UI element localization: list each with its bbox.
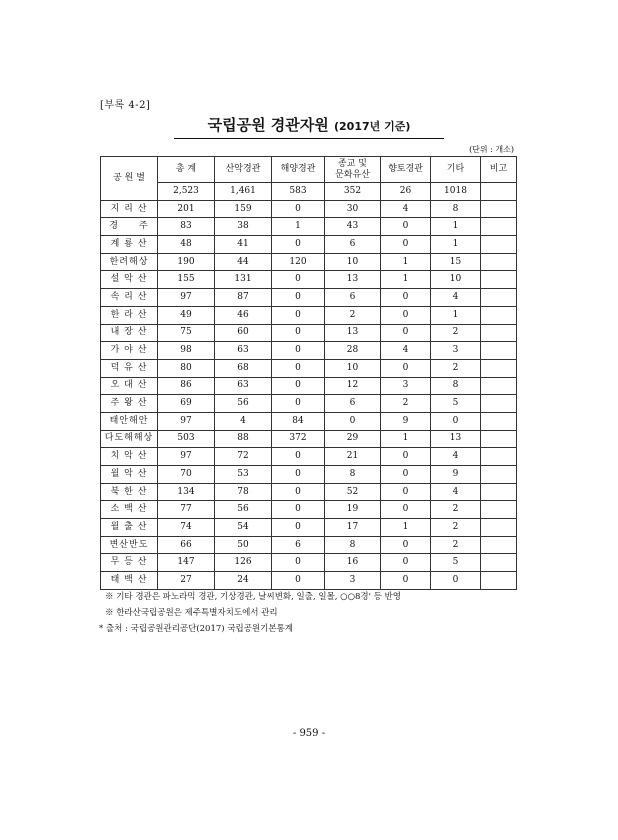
value-cell: 4 xyxy=(431,448,481,466)
value-cell: 1 xyxy=(431,236,481,254)
value-cell: 1 xyxy=(381,519,431,537)
value-cell: 60 xyxy=(215,324,272,342)
value-cell: 126 xyxy=(215,554,272,572)
note-other-landscape: ※ 기타 경관은 파노라믹 경관, 기상경관, 날씨변화, 일출, 일몰, ○○8경' 등 반영 xyxy=(105,592,402,602)
value-cell: 86 xyxy=(158,377,215,395)
value-cell: 49 xyxy=(158,306,215,324)
park-name-cell: 한려해상 xyxy=(101,253,158,271)
header-religion-line1: 종교 및 xyxy=(338,158,367,169)
value-cell: 0 xyxy=(381,483,431,501)
table-row xyxy=(101,448,517,466)
value-cell: 9 xyxy=(431,466,481,484)
value-cell: 2 xyxy=(431,536,481,554)
table-row xyxy=(101,253,517,271)
value-cell: 0 xyxy=(381,572,431,590)
value-cell: 3 xyxy=(431,342,481,360)
value-cell: 159 xyxy=(215,200,272,218)
header-mountain: 산악경관 xyxy=(215,157,272,183)
table-row xyxy=(101,359,517,377)
title-underline xyxy=(174,138,444,139)
value-cell: 98 xyxy=(158,342,215,360)
value-cell: 8 xyxy=(325,466,381,484)
value-cell: 0 xyxy=(381,466,431,484)
park-name-cell: 한 라 산 xyxy=(101,306,158,324)
value-cell: 74 xyxy=(158,519,215,537)
value-cell: 97 xyxy=(158,448,215,466)
park-name-cell: 계 룡 산 xyxy=(101,236,158,254)
table-row xyxy=(101,501,517,519)
value-cell: 0 xyxy=(272,466,325,484)
park-name-cell: 경 주 xyxy=(101,218,158,236)
value-cell xyxy=(481,466,517,484)
value-cell: 30 xyxy=(325,200,381,218)
value-cell: 70 xyxy=(158,466,215,484)
title-subtitle: (2017년 기준) xyxy=(334,120,411,133)
value-cell: 1 xyxy=(431,306,481,324)
header-local: 향토경관 xyxy=(381,157,431,183)
value-cell: 3 xyxy=(381,377,431,395)
park-name-cell: 덕 유 산 xyxy=(101,359,158,377)
table-row xyxy=(101,306,517,324)
value-cell: 1 xyxy=(381,253,431,271)
table-row xyxy=(101,430,517,448)
value-cell: 43 xyxy=(325,218,381,236)
header-marine: 해양경관 xyxy=(272,157,325,183)
value-cell: 0 xyxy=(381,554,431,572)
value-cell xyxy=(481,536,517,554)
value-cell: 13 xyxy=(325,271,381,289)
value-cell: 0 xyxy=(325,412,381,430)
value-cell: 1 xyxy=(272,218,325,236)
value-cell xyxy=(481,359,517,377)
value-cell: 8 xyxy=(431,377,481,395)
value-cell xyxy=(481,377,517,395)
park-name-cell: 치 악 산 xyxy=(101,448,158,466)
value-cell: 8 xyxy=(325,536,381,554)
table-row xyxy=(101,200,517,218)
park-name-cell: 다도해해상 xyxy=(101,430,158,448)
value-cell: 0 xyxy=(381,218,431,236)
park-name-cell: 변산반도 xyxy=(101,536,158,554)
value-cell xyxy=(481,289,517,307)
value-cell: 0 xyxy=(272,271,325,289)
value-cell: 2 xyxy=(381,395,431,413)
table-row xyxy=(101,324,517,342)
park-name-cell: 무 등 산 xyxy=(101,554,158,572)
value-cell: 4 xyxy=(381,342,431,360)
value-cell: 12 xyxy=(325,377,381,395)
value-cell: 1 xyxy=(431,218,481,236)
value-cell: 66 xyxy=(158,536,215,554)
value-cell: 53 xyxy=(215,466,272,484)
park-name-cell: 북 한 산 xyxy=(101,483,158,501)
value-cell: 69 xyxy=(158,395,215,413)
header-remarks: 비고 xyxy=(481,157,517,183)
value-cell: 4 xyxy=(381,200,431,218)
total-cell: 26 xyxy=(381,183,431,201)
value-cell xyxy=(481,412,517,430)
value-cell xyxy=(481,501,517,519)
value-cell: 0 xyxy=(272,572,325,590)
value-cell xyxy=(481,200,517,218)
value-cell: 77 xyxy=(158,501,215,519)
value-cell: 0 xyxy=(381,448,431,466)
value-cell xyxy=(481,324,517,342)
value-cell: 50 xyxy=(215,536,272,554)
value-cell: 72 xyxy=(215,448,272,466)
value-cell xyxy=(481,483,517,501)
title-main: 국립공원 경관자원 xyxy=(207,116,329,134)
table-row xyxy=(101,218,517,236)
value-cell: 503 xyxy=(158,430,215,448)
value-cell: 41 xyxy=(215,236,272,254)
value-cell: 2 xyxy=(325,306,381,324)
park-name-cell: 소 백 산 xyxy=(101,501,158,519)
table-row xyxy=(101,289,517,307)
value-cell: 0 xyxy=(272,554,325,572)
value-cell: 0 xyxy=(272,395,325,413)
value-cell: 78 xyxy=(215,483,272,501)
total-cell: 1018 xyxy=(431,183,481,201)
park-name-cell: 주 왕 산 xyxy=(101,395,158,413)
value-cell: 4 xyxy=(431,483,481,501)
value-cell: 0 xyxy=(272,448,325,466)
unit-label: (단위 : 개소) xyxy=(469,145,514,154)
value-cell: 0 xyxy=(431,572,481,590)
table-row xyxy=(101,554,517,572)
value-cell: 46 xyxy=(215,306,272,324)
value-cell: 0 xyxy=(381,359,431,377)
table-row xyxy=(101,271,517,289)
value-cell: 21 xyxy=(325,448,381,466)
park-name-cell: 속 리 산 xyxy=(101,289,158,307)
header-other: 기타 xyxy=(431,157,481,183)
value-cell: 29 xyxy=(325,430,381,448)
value-cell: 24 xyxy=(215,572,272,590)
value-cell: 3 xyxy=(325,572,381,590)
value-cell: 134 xyxy=(158,483,215,501)
value-cell: 28 xyxy=(325,342,381,360)
value-cell: 6 xyxy=(325,395,381,413)
value-cell: 80 xyxy=(158,359,215,377)
table-row xyxy=(101,519,517,537)
value-cell: 6 xyxy=(272,536,325,554)
table-row xyxy=(101,572,517,590)
value-cell xyxy=(481,430,517,448)
value-cell: 0 xyxy=(272,483,325,501)
value-cell: 2 xyxy=(431,501,481,519)
value-cell xyxy=(481,271,517,289)
value-cell: 2 xyxy=(431,519,481,537)
value-cell: 88 xyxy=(215,430,272,448)
value-cell xyxy=(481,253,517,271)
value-cell: 10 xyxy=(325,253,381,271)
value-cell: 97 xyxy=(158,412,215,430)
value-cell: 8 xyxy=(431,200,481,218)
value-cell: 54 xyxy=(215,519,272,537)
value-cell: 147 xyxy=(158,554,215,572)
value-cell: 6 xyxy=(325,236,381,254)
title-block xyxy=(174,114,444,135)
value-cell: 0 xyxy=(272,200,325,218)
value-cell xyxy=(481,218,517,236)
value-cell: 48 xyxy=(158,236,215,254)
value-cell: 190 xyxy=(158,253,215,271)
value-cell: 0 xyxy=(431,412,481,430)
total-cell: 352 xyxy=(325,183,381,201)
value-cell: 83 xyxy=(158,218,215,236)
table-row xyxy=(101,342,517,360)
value-cell: 4 xyxy=(431,289,481,307)
value-cell: 0 xyxy=(381,306,431,324)
value-cell: 0 xyxy=(381,236,431,254)
total-cell: 2,523 xyxy=(158,183,215,201)
value-cell: 16 xyxy=(325,554,381,572)
table-row xyxy=(101,483,517,501)
notes-block xyxy=(99,589,402,637)
value-cell: 0 xyxy=(272,377,325,395)
total-cell: 583 xyxy=(272,183,325,201)
table-row xyxy=(101,395,517,413)
value-cell: 2 xyxy=(431,324,481,342)
value-cell: 155 xyxy=(158,271,215,289)
value-cell: 63 xyxy=(215,377,272,395)
value-cell xyxy=(481,519,517,537)
value-cell xyxy=(481,342,517,360)
park-name-cell: 오 대 산 xyxy=(101,377,158,395)
source-note: * 출처 : 국립공원관리공단(2017) 국립공원기본통계 xyxy=(99,624,293,634)
total-cell: 1,461 xyxy=(215,183,272,201)
table-row xyxy=(101,236,517,254)
value-cell: 87 xyxy=(215,289,272,307)
park-name-cell: 설 악 산 xyxy=(101,271,158,289)
header-religion-culture xyxy=(325,157,381,183)
value-cell: 13 xyxy=(325,324,381,342)
value-cell: 1 xyxy=(381,430,431,448)
value-cell: 0 xyxy=(272,324,325,342)
park-name-cell: 월 악 산 xyxy=(101,466,158,484)
value-cell: 9 xyxy=(381,412,431,430)
value-cell: 0 xyxy=(272,236,325,254)
park-name-cell: 태안해안 xyxy=(101,412,158,430)
value-cell xyxy=(481,572,517,590)
note-hallasan: ※ 한라산국립공원은 제주특별자치도에서 관리 xyxy=(105,608,278,618)
value-cell: 38 xyxy=(215,218,272,236)
value-cell xyxy=(481,395,517,413)
park-name-cell: 태 백 산 xyxy=(101,572,158,590)
table-row xyxy=(101,466,517,484)
landscape-resource-table xyxy=(100,156,517,590)
value-cell: 4 xyxy=(215,412,272,430)
value-cell: 372 xyxy=(272,430,325,448)
value-cell: 201 xyxy=(158,200,215,218)
value-cell: 2 xyxy=(431,359,481,377)
park-name-cell: 내 장 산 xyxy=(101,324,158,342)
page-number: - 959 - xyxy=(292,728,326,739)
value-cell: 68 xyxy=(215,359,272,377)
value-cell: 13 xyxy=(431,430,481,448)
value-cell: 27 xyxy=(158,572,215,590)
value-cell: 1 xyxy=(381,271,431,289)
value-cell: 0 xyxy=(272,501,325,519)
value-cell: 56 xyxy=(215,395,272,413)
value-cell: 63 xyxy=(215,342,272,360)
value-cell xyxy=(481,236,517,254)
park-name-cell: 가 야 산 xyxy=(101,342,158,360)
value-cell xyxy=(481,554,517,572)
value-cell: 0 xyxy=(272,519,325,537)
value-cell: 44 xyxy=(215,253,272,271)
park-name-cell: 지 리 산 xyxy=(101,200,158,218)
value-cell: 19 xyxy=(325,501,381,519)
header-religion-line2: 문화유산 xyxy=(335,169,370,180)
value-cell: 5 xyxy=(431,554,481,572)
table-row xyxy=(101,536,517,554)
value-cell: 10 xyxy=(325,359,381,377)
value-cell: 15 xyxy=(431,253,481,271)
value-cell: 0 xyxy=(381,501,431,519)
value-cell: 84 xyxy=(272,412,325,430)
value-cell: 6 xyxy=(325,289,381,307)
park-name-cell: 월 출 산 xyxy=(101,519,158,537)
value-cell: 131 xyxy=(215,271,272,289)
table-row xyxy=(101,377,517,395)
table-row xyxy=(101,412,517,430)
value-cell: 52 xyxy=(325,483,381,501)
table-body xyxy=(101,200,517,589)
value-cell: 75 xyxy=(158,324,215,342)
value-cell: 0 xyxy=(272,359,325,377)
total-cell xyxy=(481,183,517,201)
value-cell xyxy=(481,306,517,324)
value-cell: 97 xyxy=(158,289,215,307)
appendix-label: [부록 4-2] xyxy=(100,100,151,111)
value-cell: 0 xyxy=(381,324,431,342)
value-cell: 0 xyxy=(272,289,325,307)
value-cell: 0 xyxy=(381,289,431,307)
value-cell: 120 xyxy=(272,253,325,271)
value-cell: 0 xyxy=(381,536,431,554)
totals-row xyxy=(101,183,517,201)
value-cell: 56 xyxy=(215,501,272,519)
value-cell: 5 xyxy=(431,395,481,413)
value-cell: 0 xyxy=(272,306,325,324)
value-cell: 0 xyxy=(272,342,325,360)
header-park: 공 원 별 xyxy=(101,157,158,201)
page-title xyxy=(208,116,411,134)
header-row xyxy=(101,157,517,183)
value-cell: 17 xyxy=(325,519,381,537)
header-total: 총 계 xyxy=(158,157,215,183)
value-cell xyxy=(481,448,517,466)
value-cell: 10 xyxy=(431,271,481,289)
